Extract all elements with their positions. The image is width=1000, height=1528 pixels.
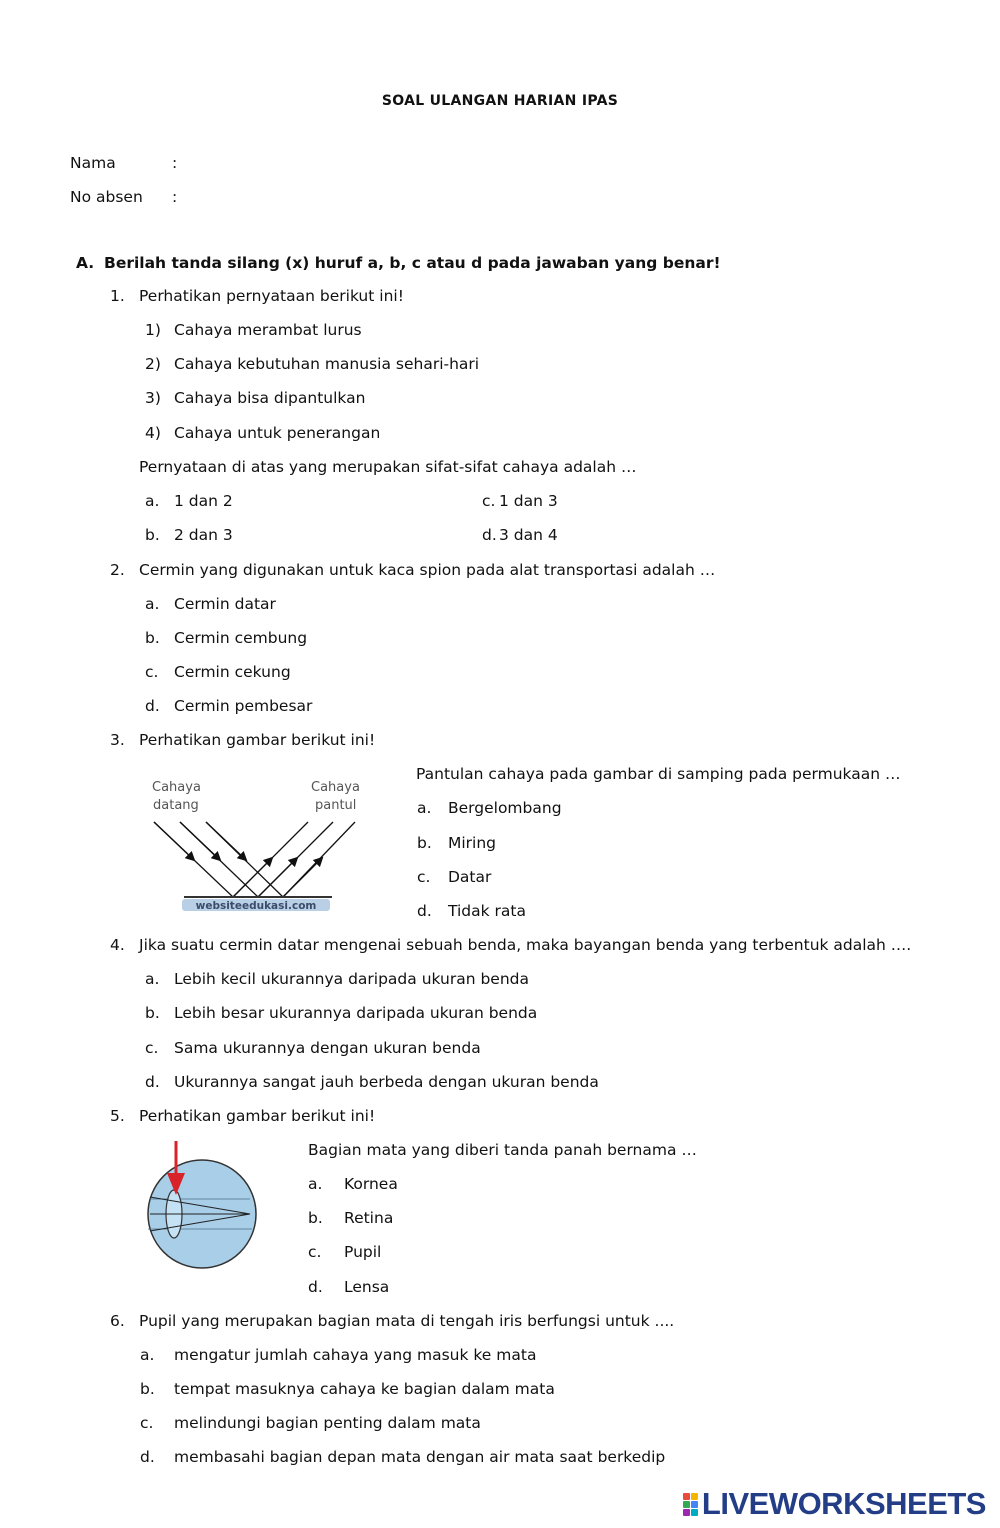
q4-option-a-letter[interactable]: a.: [145, 970, 160, 988]
question-1-prompt: Pernyataan di atas yang merupakan sifat-sifat cahaya adalah …: [139, 458, 637, 476]
q6-option-d-letter[interactable]: d.: [140, 1448, 155, 1466]
question-4-number: 4.: [110, 936, 125, 954]
watermark-text: websiteedukasi.com: [195, 900, 317, 912]
q1-statement-3-text: Cahaya bisa dipantulkan: [174, 389, 366, 407]
q3-option-c-text: Datar: [448, 868, 492, 886]
q3-option-a-letter[interactable]: a.: [417, 799, 432, 817]
liveworksheets-logo[interactable]: [683, 1486, 986, 1522]
q6-option-a-letter[interactable]: a.: [140, 1346, 155, 1364]
logo-square-3: [683, 1501, 690, 1508]
section-instruction: Berilah tanda silang (x) huruf a, b, c atau d pada jawaban yang benar!: [104, 254, 721, 272]
q3-option-b-letter[interactable]: b.: [417, 834, 432, 852]
q6-option-b-letter[interactable]: b.: [140, 1380, 155, 1398]
logo-square-2: [691, 1493, 698, 1500]
q1-statement-4-text: Cahaya untuk penerangan: [174, 424, 381, 442]
q4-option-b-text: Lebih besar ukurannya daripada ukuran benda: [174, 1004, 538, 1022]
logo-square-4: [691, 1501, 698, 1508]
incoming-light-label-line-2: datang: [153, 798, 199, 813]
q4-option-d-letter[interactable]: d.: [145, 1073, 160, 1091]
q4-option-b-letter[interactable]: b.: [145, 1004, 160, 1022]
eye-diagram: [140, 1137, 265, 1272]
question-5-text: Perhatikan gambar berikut ini!: [139, 1107, 376, 1125]
question-2-number: 2.: [110, 561, 125, 579]
question-6-text: Pupil yang merupakan bagian mata di tengah iris berfungsi untuk ....: [139, 1312, 675, 1330]
page-title: SOAL ULANGAN HARIAN IPAS: [381, 93, 619, 109]
q2-option-c-text: Cermin cekung: [174, 663, 291, 681]
incoming-ray-3-arrow: [206, 822, 246, 860]
q5-option-b-text: Retina: [344, 1209, 394, 1227]
q1-option-a-text: 1 dan 2: [174, 492, 233, 510]
liveworksheets-logo-text: LIVEWORKSHEETS: [701, 1486, 986, 1521]
question-1-number: 1.: [110, 287, 125, 305]
q4-option-d-text: Ukurannya sangat jauh berbeda dengan ukuran benda: [174, 1073, 599, 1091]
question-2-text: Cermin yang digunakan untuk kaca spion pada alat transportasi adalah …: [139, 561, 716, 579]
q6-option-c-letter[interactable]: c.: [140, 1414, 154, 1432]
name-label: Nama: [70, 154, 116, 172]
q2-option-b-text: Cermin cembung: [174, 629, 308, 647]
q1-statement-2-text: Cahaya kebutuhan manusia sehari-hari: [174, 355, 480, 373]
q5-option-a-letter[interactable]: a.: [308, 1175, 323, 1193]
q2-option-d-text: Cermin pembesar: [174, 697, 313, 715]
reflected-light-label-line-2: pantul: [315, 798, 357, 813]
q4-option-c-text: Sama ukurannya dengan ukuran benda: [174, 1039, 481, 1057]
question-3-text: Perhatikan gambar berikut ini!: [139, 731, 376, 749]
q1-statement-1-text: Cahaya merambat lurus: [174, 321, 362, 339]
light-reflection-diagram: [140, 770, 375, 915]
section-letter: A.: [76, 254, 95, 272]
q5-option-d-letter[interactable]: d.: [308, 1278, 323, 1296]
q5-option-b-letter[interactable]: b.: [308, 1209, 323, 1227]
q6-option-d-text: membasahi bagian depan mata dengan air mata saat berkedip: [174, 1448, 666, 1466]
reflected-ray-3-arrow: [283, 858, 322, 897]
incoming-ray-1-arrow: [154, 822, 194, 860]
logo-square-5: [683, 1509, 690, 1516]
question-3-number: 3.: [110, 731, 125, 749]
q1-statement-4-number: 4): [145, 424, 161, 442]
name-colon: :: [172, 154, 178, 172]
q1-option-c-text: 1 dan 3: [499, 492, 558, 510]
q2-option-c-letter[interactable]: c.: [145, 663, 159, 681]
q5-option-c-text: Pupil: [344, 1243, 382, 1261]
question-3-prompt: Pantulan cahaya pada gambar di samping pada permukaan …: [416, 765, 901, 783]
q1-option-d-text: 3 dan 4: [499, 526, 558, 544]
q4-option-c-letter[interactable]: c.: [145, 1039, 159, 1057]
incoming-ray-2-arrow: [180, 822, 220, 860]
incoming-light-label-line-1: Cahaya: [152, 780, 201, 795]
q2-option-a-letter[interactable]: a.: [145, 595, 160, 613]
question-5-prompt: Bagian mata yang diberi tanda panah bernama …: [308, 1141, 697, 1159]
q1-option-b-text: 2 dan 3: [174, 526, 233, 544]
q5-option-c-letter[interactable]: c.: [308, 1243, 322, 1261]
q3-option-d-text: Tidak rata: [448, 902, 526, 920]
q1-statement-2-number: 2): [145, 355, 161, 373]
q6-option-c-text: melindungi bagian penting dalam mata: [174, 1414, 481, 1432]
logo-square-1: [683, 1493, 690, 1500]
question-1-text: Perhatikan pernyataan berikut ini!: [139, 287, 404, 305]
absence-number-label: No absen: [70, 188, 143, 206]
q1-option-b-letter[interactable]: b.: [145, 526, 160, 544]
question-5-number: 5.: [110, 1107, 125, 1125]
liveworksheets-logo-icon: [683, 1493, 698, 1516]
q1-statement-3-number: 3): [145, 389, 161, 407]
q6-option-a-text: mengatur jumlah cahaya yang masuk ke mata: [174, 1346, 537, 1364]
q2-option-d-letter[interactable]: d.: [145, 697, 160, 715]
q5-option-d-text: Lensa: [344, 1278, 390, 1296]
q3-option-d-letter[interactable]: d.: [417, 902, 432, 920]
q1-option-a-letter[interactable]: a.: [145, 492, 160, 510]
q3-option-c-letter[interactable]: c.: [417, 868, 431, 886]
logo-square-6: [691, 1509, 698, 1516]
absence-number-colon: :: [172, 188, 178, 206]
q3-option-a-text: Bergelombang: [448, 799, 562, 817]
q1-option-c-letter[interactable]: c.: [482, 492, 496, 510]
question-4-text: Jika suatu cermin datar mengenai sebuah benda, maka bayangan benda yang terbentuk adalah ….: [139, 936, 912, 954]
q5-option-a-text: Kornea: [344, 1175, 398, 1193]
q1-option-d-letter[interactable]: d.: [482, 526, 497, 544]
question-6-number: 6.: [110, 1312, 125, 1330]
q2-option-b-letter[interactable]: b.: [145, 629, 160, 647]
q2-option-a-text: Cermin datar: [174, 595, 276, 613]
reflected-light-label-line-1: Cahaya: [311, 780, 360, 795]
q3-option-b-text: Miring: [448, 834, 497, 852]
q1-statement-1-number: 1): [145, 321, 161, 339]
q4-option-a-text: Lebih kecil ukurannya daripada ukuran benda: [174, 970, 530, 988]
q6-option-b-text: tempat masuknya cahaya ke bagian dalam mata: [174, 1380, 555, 1398]
